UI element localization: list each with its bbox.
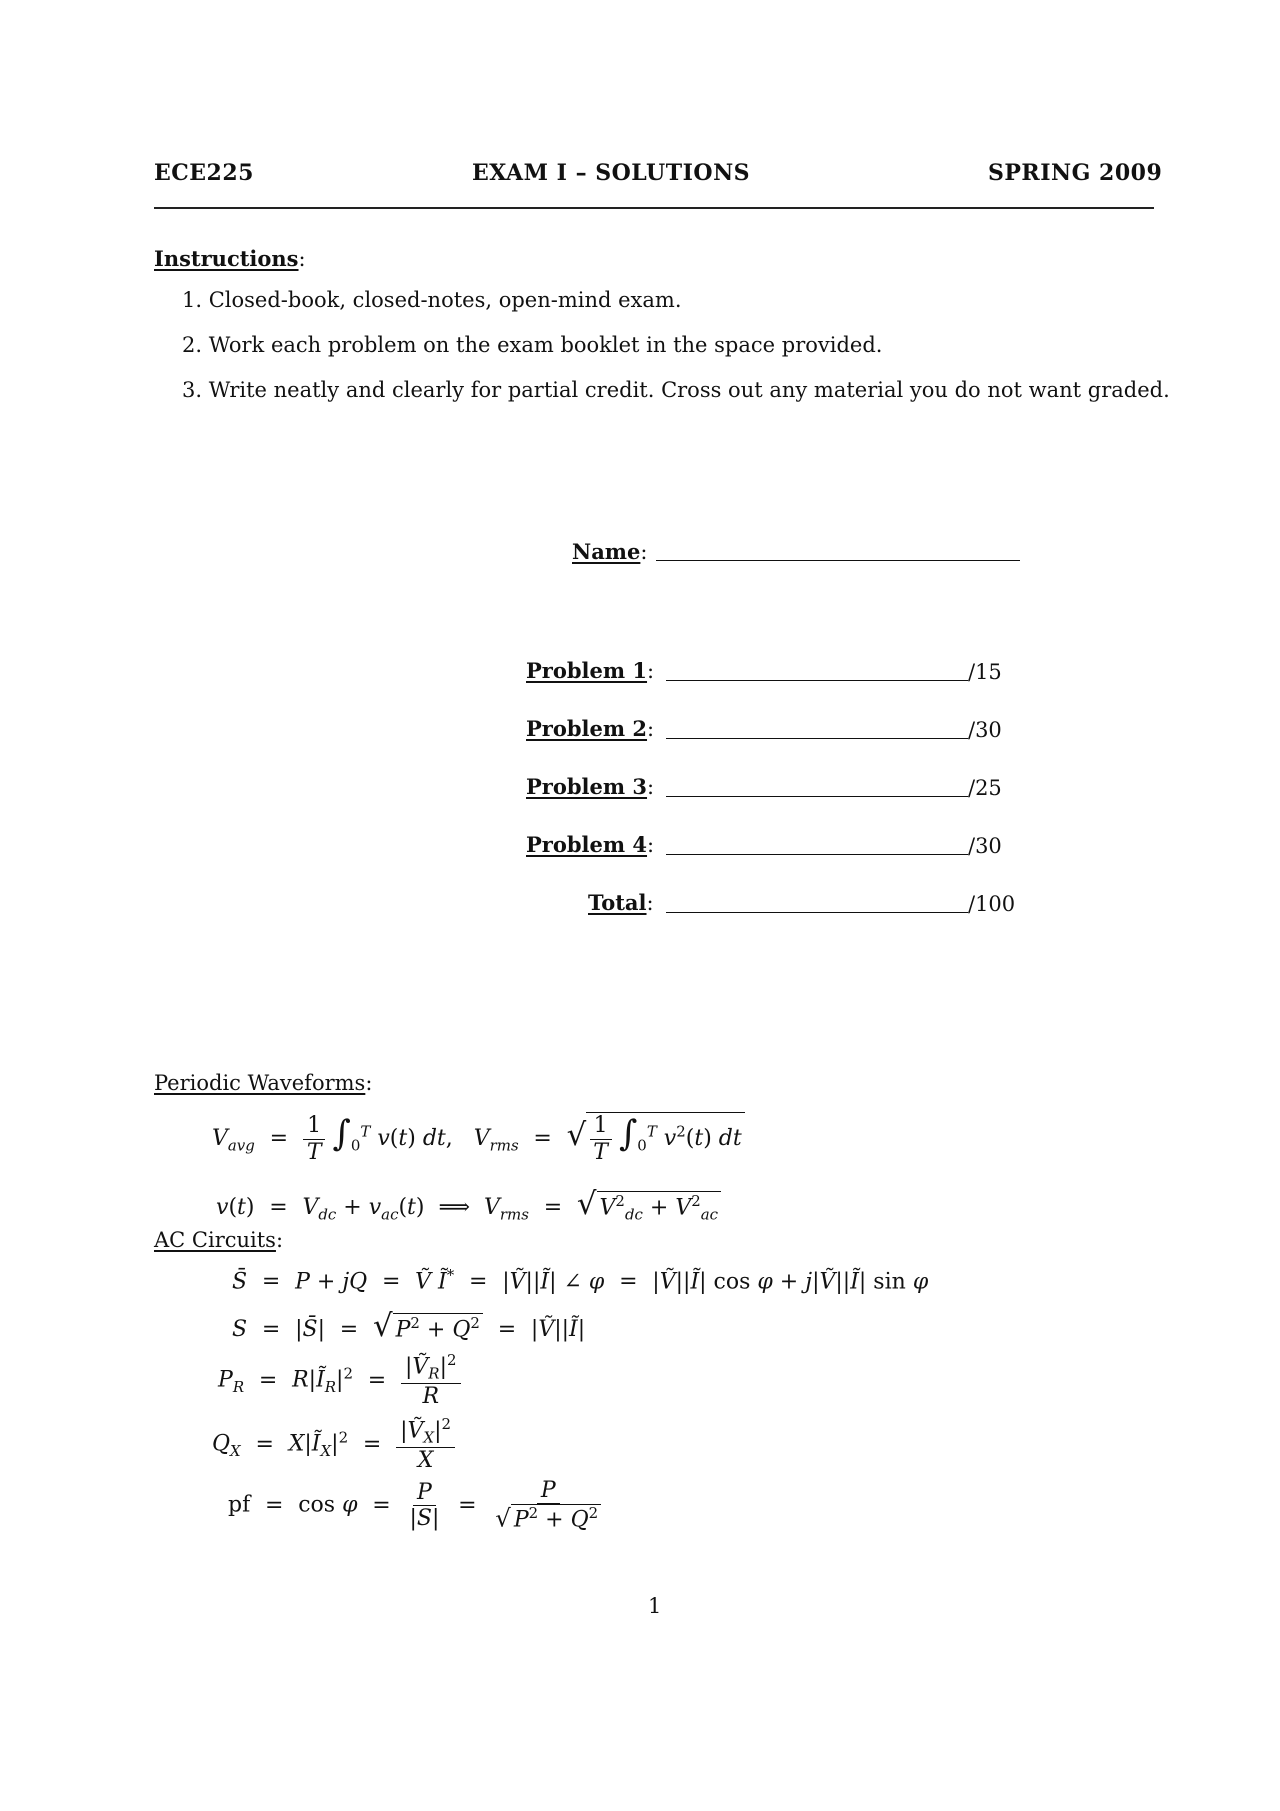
total-label: Total: xyxy=(588,890,654,915)
instruction-item-2: 2. Work each problem on the exam booklet in the space provided. xyxy=(182,333,883,357)
periodic-waveforms-heading: Periodic Waveforms: xyxy=(154,1071,373,1095)
problem-3-score-line[interactable] xyxy=(666,796,968,797)
instructions-heading: Instructions: xyxy=(154,246,306,271)
instruction-item-3: 3. Write neatly and clearly for partial credit. Cross out any material you do not want graded. xyxy=(182,378,1170,402)
instruction-item-1: 1. Closed-book, closed-notes, open-mind exam. xyxy=(182,288,682,312)
problem-1-label: Problem 1: xyxy=(526,658,655,683)
formula-resistive-power: $P_R$ = $R|Ĩ_R|^2$ = $\frac{|Ṽ_R|^2}{R}$ xyxy=(218,1352,461,1409)
formula-vavg-vrms: $V_{avg}$ = $\frac{1}{T}$ $\int_0^T$ v(t) dt, $V_{rms}$ = √ $\frac{1}{T}$ $\int_0^T$ $v^2(t)$ dt xyxy=(212,1112,745,1165)
course-code: ECE225 xyxy=(154,160,254,186)
total-score-line[interactable] xyxy=(666,912,968,913)
page-number: 1 xyxy=(648,1594,662,1618)
formula-v-decomposition: $v(t) = V_{dc} + v_{ac}(t)$ ⟹ $V_{rms}$ = √ $V^2_{dc} + V^2_{ac}$ xyxy=(216,1186,721,1223)
problem-2-max: /30 xyxy=(968,718,1002,742)
problem-3-max: /25 xyxy=(968,776,1002,800)
formula-complex-power: S̄ = P + jQ = Ṽ Ĩ* = |Ṽ||Ĩ| ∠ φ = |Ṽ||Ĩ| cos φ + j|Ṽ||Ĩ| sin φ xyxy=(232,1266,929,1295)
problem-1-max: /15 xyxy=(968,660,1002,684)
problem-1-score-line[interactable] xyxy=(666,680,968,681)
name-label: Name: xyxy=(572,539,648,564)
problem-2-label: Problem 2: xyxy=(526,716,655,741)
formula-power-factor: pf = cos φ = $\frac{P}{|S|}$ = $\frac{P}{√ P^2 + Q^2}$ xyxy=(228,1478,605,1533)
name-field-line[interactable] xyxy=(656,560,1020,561)
ac-circuits-heading: AC Circuits: xyxy=(154,1228,284,1252)
exam-title: EXAM I – SOLUTIONS xyxy=(472,160,751,186)
exam-term: SPRING 2009 xyxy=(988,160,1163,186)
problem-4-label: Problem 4: xyxy=(526,832,655,857)
problem-2-score-line[interactable] xyxy=(666,738,968,739)
formula-apparent-power: S = |S̄| = √ $P^2 + Q^2$ = |Ṽ||Ĩ| xyxy=(232,1308,586,1344)
problem-3-label: Problem 3: xyxy=(526,774,655,799)
formula-reactive-power: $Q_X$ = $X|Ĩ_X|^2$ = $\frac{|Ṽ_X|^2}{X}$ xyxy=(212,1416,455,1473)
problem-4-score-line[interactable] xyxy=(666,854,968,855)
total-max: /100 xyxy=(968,892,1016,916)
problem-4-max: /30 xyxy=(968,834,1002,858)
header-rule xyxy=(154,207,1154,209)
